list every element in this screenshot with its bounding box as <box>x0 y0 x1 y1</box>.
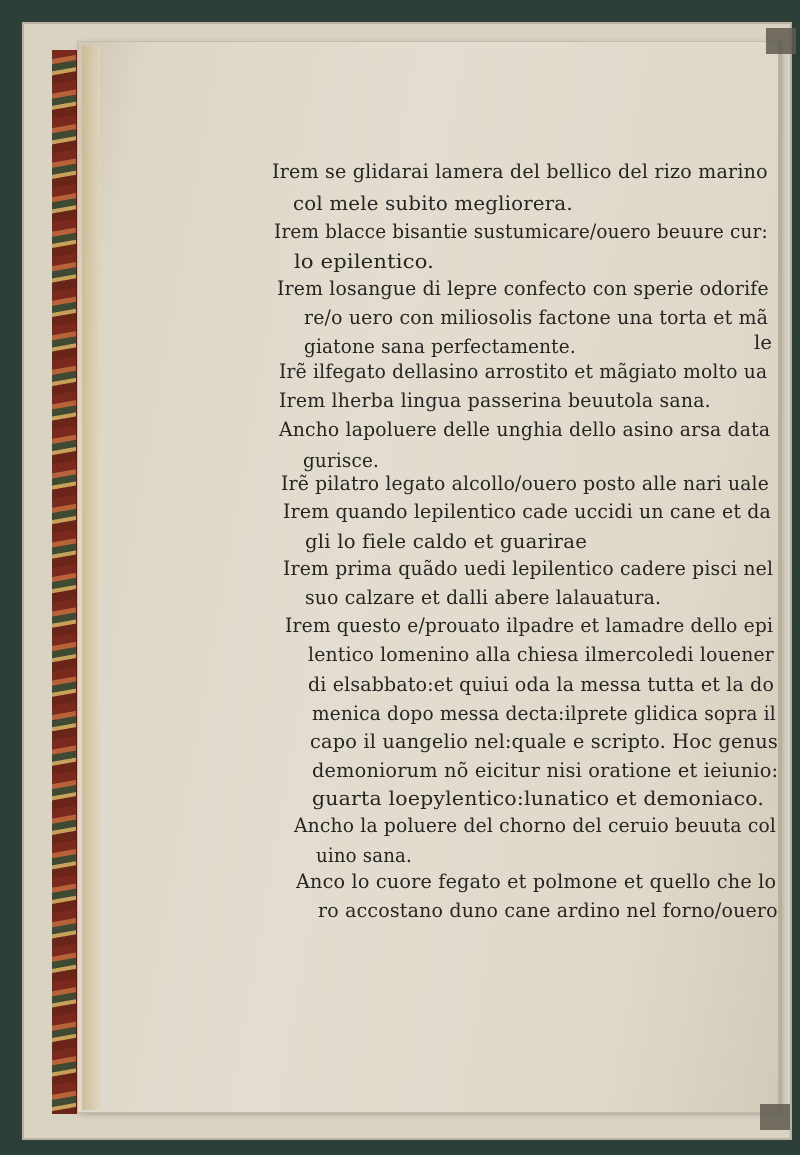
corner-clip-bottom <box>760 1104 790 1130</box>
text-line: Irem losangue di lepre confecto con sperie odorife <box>277 277 769 300</box>
text-line: Ancho lapoluere delle unghia dello asino arsa data <box>279 418 771 441</box>
text-line: Irem lherba lingua passerina beuutola sana. <box>279 389 711 412</box>
corner-clip-top <box>766 28 796 54</box>
text-line: suo calzare et dalli abere lalauatura. <box>305 586 662 609</box>
text-line: lo epilentico. <box>294 250 435 273</box>
text-line: Irem se glidarai lamera del bellico del rizo marino <box>272 160 768 183</box>
text-line: menica dopo messa decta:ilprete glidica sopra il <box>312 702 776 725</box>
text-line: capo il uangelio nel:quale e scripto. Hoc genus <box>310 730 778 753</box>
text-line: Irẽ pilatro legato alcollo/ouero posto alle nari uale <box>281 472 769 495</box>
text-line: giatone sana perfectamente. <box>304 335 576 358</box>
text-line: Irem questo e/prouato ilpadre et lamadre dello epi <box>285 614 774 637</box>
text-line: Anco lo cuore fegato et polmone et quello che lo <box>296 870 777 893</box>
text-line: guarta loepylentico:lunatico et demoniaco. <box>312 787 765 810</box>
text-line: Irẽ ilfegato dellasino arrostito et mãgiato molto ua <box>279 360 768 383</box>
text-line: Irem quando lepilentico cade uccidi un cane et da <box>283 500 771 523</box>
text-line: col mele subito megliorera. <box>293 192 573 215</box>
text-line: lentico lomenino alla chiesa ilmercoledi louener <box>308 643 774 666</box>
page-gutter <box>82 46 100 1110</box>
text-line: gli lo fiele caldo et guarirae <box>305 530 588 553</box>
page-edge-right <box>778 40 782 1115</box>
text-line: ro accostano duno cane ardino nel forno/ouero <box>318 899 778 922</box>
text-line: uino sana. <box>316 844 412 867</box>
text-line: Irem blacce bisantie sustumicare/ouero beuure cur: <box>274 220 768 243</box>
marbled-endpaper <box>52 50 76 1114</box>
text-line: di elsabbato:et quiui oda la messa tutta et la do <box>308 673 775 696</box>
text-line: le <box>754 331 773 354</box>
text-line: demoniorum nõ eicitur nisi oratione et ieiunio: <box>312 759 779 782</box>
text-line: Ancho la poluere del chorno del ceruio beuuta col <box>294 814 777 837</box>
text-line: re/o uero con miliosolis factone una torta et mã <box>304 306 769 329</box>
text-line: gurisce. <box>303 449 380 472</box>
text-line: Irem prima quãdo uedi lepilentico cadere pisci nel <box>283 557 774 580</box>
